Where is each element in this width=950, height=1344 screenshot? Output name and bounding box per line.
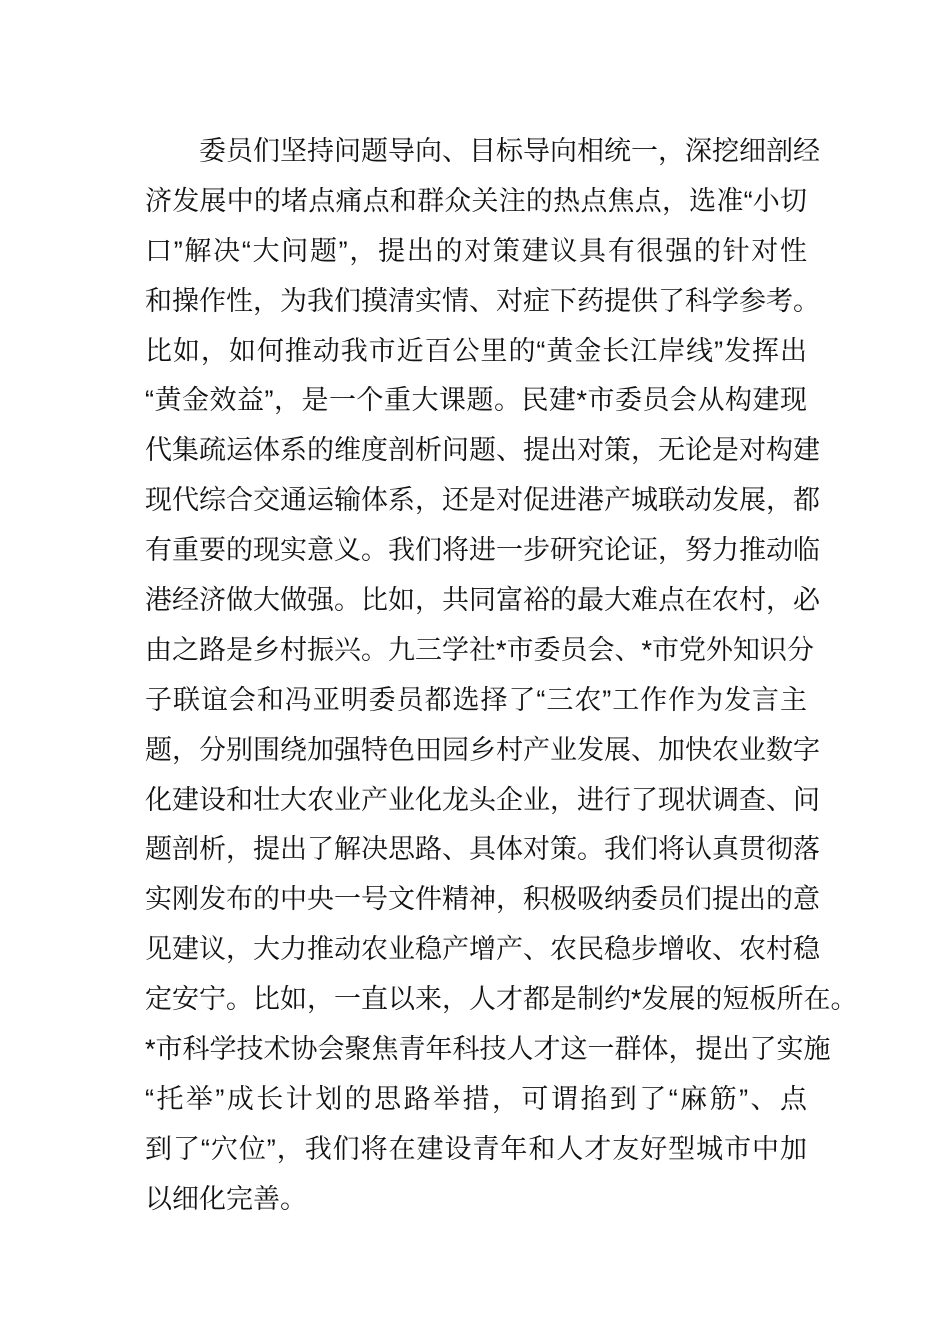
paragraph-line: 以细化完善。 xyxy=(145,1183,307,1214)
paragraph-line: 化建设和壮大农业产业化龙头企业，进行了现状调查、问 xyxy=(145,784,820,815)
paragraph-line: 港经济做大做强。比如，共同富裕的最大难点在农村，必 xyxy=(145,585,820,616)
paragraph-line: 有重要的现实意义。我们将进一步研究论证，努力推动临 xyxy=(145,535,820,566)
paragraph-line: 子联谊会和冯亚明委员都选择了“三农”工作作为发言主 xyxy=(145,684,807,715)
document-page xyxy=(145,127,858,1225)
paragraph-line: 实刚发布的中央一号文件精神，积极吸纳委员们提出的意 xyxy=(145,884,820,915)
paragraph-line: 由之路是乡村振兴。九三学社*市委员会、*市党外知识分 xyxy=(145,634,815,665)
paragraph-line: 定安宁。比如，一直以来，人才都是制约*发展的短板所在。 xyxy=(145,984,858,1015)
paragraph-line: 代集疏运体系的维度剖析问题、提出对策，无论是对构建 xyxy=(145,435,820,466)
paragraph-line: 现代综合交通运输体系，还是对促进港产城联动发展，都 xyxy=(145,485,820,516)
body-paragraph xyxy=(145,127,858,1225)
paragraph-line: *市科学技术协会聚焦青年科技人才这一群体，提出了实施 xyxy=(145,1034,831,1065)
paragraph-line: 到了“穴位”，我们将在建设青年和人才友好型城市中加 xyxy=(145,1133,807,1164)
paragraph-line: 题剖析，提出了解决思路、具体对策。我们将认真贯彻落 xyxy=(145,834,820,865)
paragraph-line: 和操作性，为我们摸清实情、对症下药提供了科学参考。 xyxy=(145,285,820,316)
paragraph-line: “黄金效益”，是一个重大课题。民建*市委员会从构建现 xyxy=(145,385,807,416)
paragraph-line: “托举”成长计划的思路举措，可谓掐到了“麻筋”、点 xyxy=(145,1083,807,1114)
paragraph-line: 委员们坚持问题导向、目标导向相统一，深挖细剖经 xyxy=(199,136,820,166)
paragraph-line: 口”解决“大问题”，提出的对策建议具有很强的针对性 xyxy=(145,235,807,266)
paragraph-line: 比如，如何推动我市近百公里的“黄金长江岸线”发挥出 xyxy=(145,335,807,366)
paragraph-line: 济发展中的堵点痛点和群众关注的热点焦点，选准“小切 xyxy=(145,185,807,216)
paragraph-line: 见建议，大力推动农业稳产增产、农民稳步增收、农村稳 xyxy=(145,934,820,965)
paragraph-line: 题，分别围绕加强特色田园乡村产业发展、加快农业数字 xyxy=(145,734,820,765)
